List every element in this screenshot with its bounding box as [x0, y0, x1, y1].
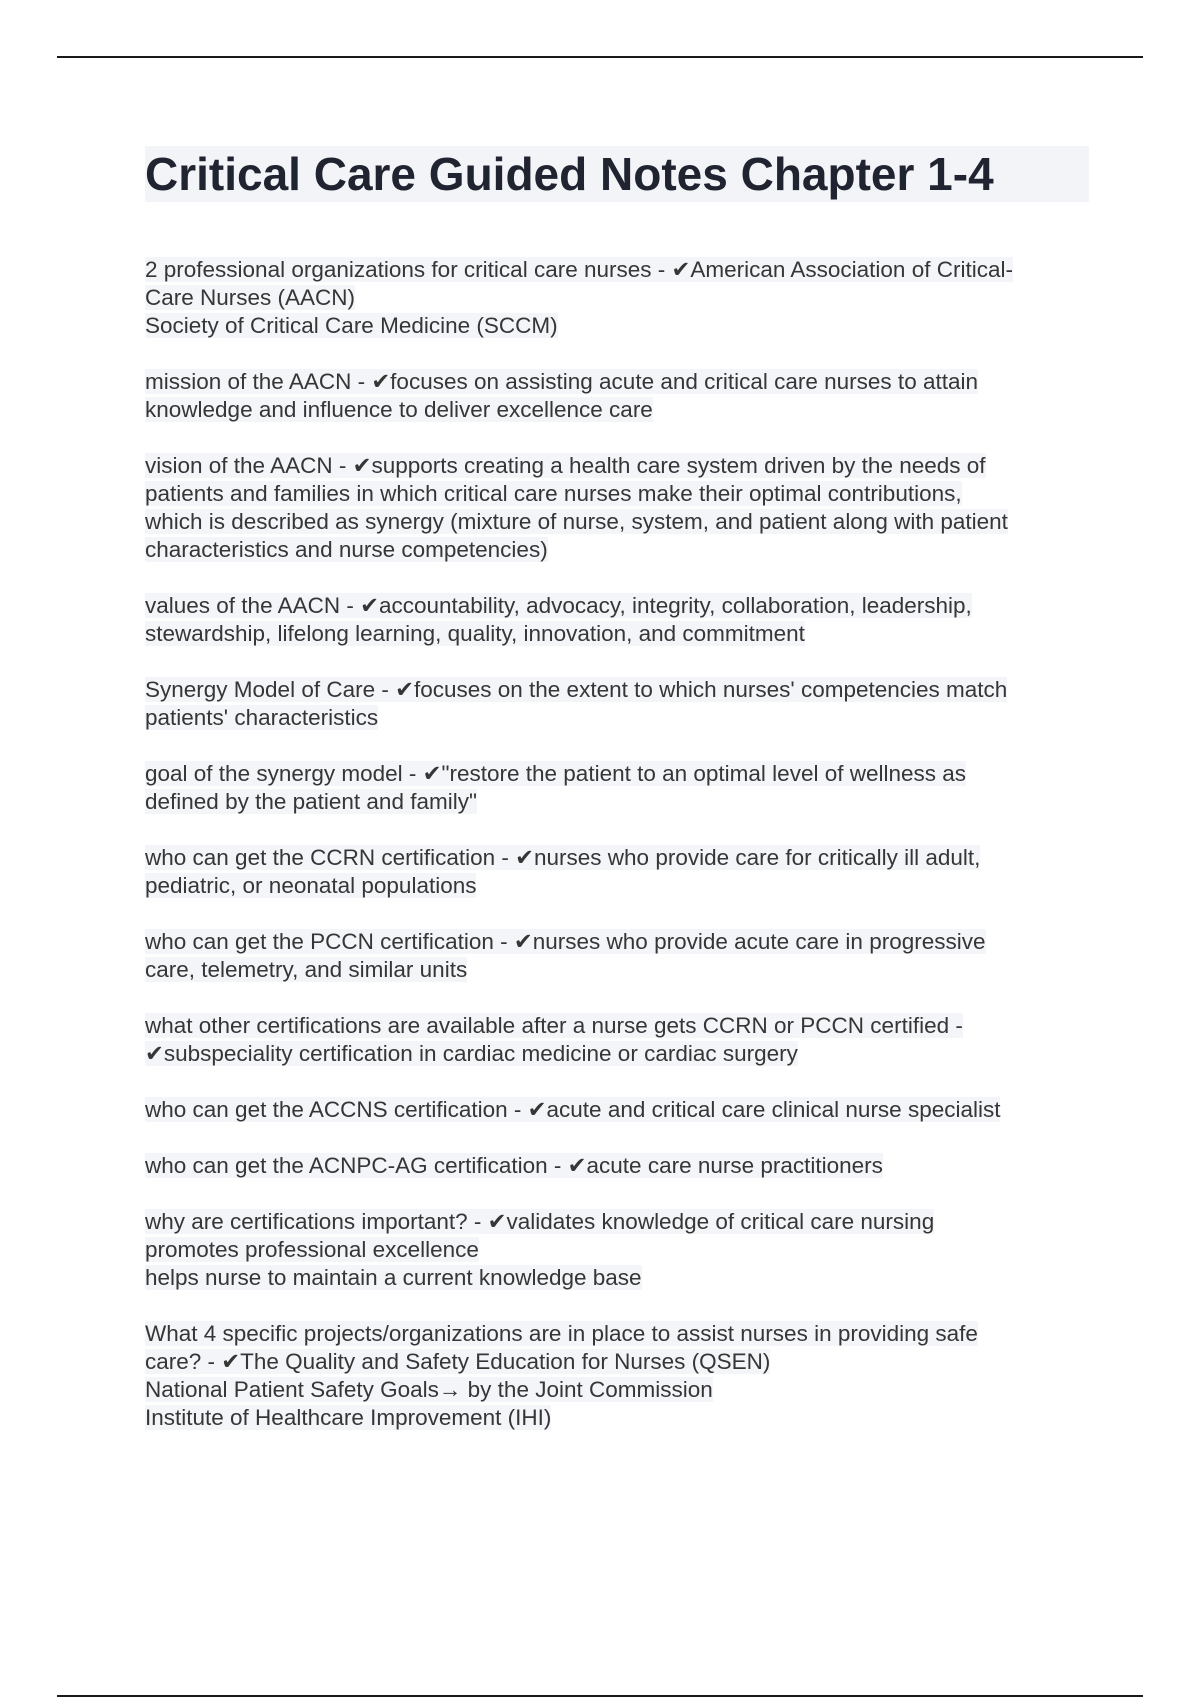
note-line — [145, 536, 1089, 564]
note-line-text: what other certifications are available after a nurse gets CCRN or PCCN certified - — [145, 1013, 963, 1038]
note-line — [145, 396, 1089, 424]
note-line — [145, 1236, 1089, 1264]
note-line — [145, 956, 1089, 984]
note-line — [145, 452, 1089, 480]
note-line-text: What 4 specific projects/organizations are in place to assist nurses in providing safe — [145, 1321, 978, 1346]
note-entry — [145, 1012, 1089, 1068]
note-line — [145, 1404, 1089, 1432]
note-line-text: goal of the synergy model - ✔"restore the patient to an optimal level of wellness as — [145, 761, 967, 786]
note-line — [145, 844, 1089, 872]
note-line — [145, 312, 1089, 340]
note-line — [145, 1096, 1089, 1124]
note-line-text: which is described as synergy (mixture of nurse, system, and patient along with patient — [145, 509, 1008, 534]
note-line — [145, 480, 1089, 508]
note-line-text: Synergy Model of Care - ✔focuses on the extent to which nurses' competencies match — [145, 677, 1008, 702]
note-line — [145, 704, 1089, 732]
note-line — [145, 872, 1089, 900]
note-entry — [145, 592, 1089, 648]
note-line-text: Care Nurses (AACN) — [145, 285, 356, 310]
note-line — [145, 788, 1089, 816]
note-line — [145, 620, 1089, 648]
note-line — [145, 592, 1089, 620]
note-line — [145, 676, 1089, 704]
note-line — [145, 256, 1089, 284]
note-entry — [145, 1320, 1089, 1432]
note-line-text: ✔subspeciality certification in cardiac medicine or cardiac surgery — [145, 1041, 798, 1066]
note-line — [145, 284, 1089, 312]
note-entry — [145, 676, 1089, 732]
note-line-text: stewardship, lifelong learning, quality, innovation, and commitment — [145, 621, 805, 646]
note-line-text: pediatric, or neonatal populations — [145, 873, 477, 898]
note-line — [145, 1376, 1089, 1404]
note-entry — [145, 1152, 1089, 1180]
document-title: Critical Care Guided Notes Chapter 1-4 — [145, 148, 994, 200]
note-line-text: values of the AACN - ✔accountability, advocacy, integrity, collaboration, leadership, — [145, 593, 972, 618]
note-line — [145, 508, 1089, 536]
note-line — [145, 1152, 1089, 1180]
note-line-text: patients and families in which critical care nurses make their optimal contributions, — [145, 481, 962, 506]
note-line-text: Institute of Healthcare Improvement (IHI) — [145, 1405, 552, 1430]
note-entry — [145, 1208, 1089, 1292]
note-line-text: why are certifications important? - ✔validates knowledge of critical care nursing — [145, 1209, 935, 1234]
bottom-divider — [57, 1695, 1143, 1697]
note-line-text: care? - ✔The Quality and Safety Education for Nurses (QSEN) — [145, 1349, 771, 1374]
note-entry — [145, 844, 1089, 900]
note-line-text: Society of Critical Care Medicine (SCCM) — [145, 313, 558, 338]
note-line-text: who can get the ACCNS certification - ✔acute and critical care clinical nurse specialist — [145, 1097, 1001, 1122]
note-line — [145, 1040, 1089, 1068]
note-entry — [145, 452, 1089, 564]
top-divider — [57, 56, 1143, 58]
note-line-text: who can get the CCRN certification - ✔nurses who provide care for critically ill adult, — [145, 845, 981, 870]
note-line — [145, 760, 1089, 788]
note-line-text: who can get the PCCN certification - ✔nurses who provide acute care in progressive — [145, 929, 986, 954]
note-line — [145, 368, 1089, 396]
note-entry — [145, 368, 1089, 424]
note-line — [145, 1208, 1089, 1236]
note-line — [145, 928, 1089, 956]
note-line — [145, 1348, 1089, 1376]
note-line-text: vision of the AACN - ✔supports creating a health care system driven by the needs of — [145, 453, 986, 478]
note-line-text: promotes professional excellence — [145, 1237, 479, 1262]
note-entry — [145, 1096, 1089, 1124]
note-line — [145, 1012, 1089, 1040]
note-line — [145, 1264, 1089, 1292]
note-line-text: patients' characteristics — [145, 705, 379, 730]
note-entry — [145, 256, 1089, 340]
note-line-text: 2 professional organizations for critical care nurses - ✔American Association of Critical- — [145, 257, 1013, 282]
note-entry — [145, 760, 1089, 816]
notes-list — [145, 256, 1089, 1460]
note-line-text: characteristics and nurse competencies) — [145, 537, 548, 562]
note-line-text: who can get the ACNPC-AG certification - ✔acute care nurse practitioners — [145, 1153, 883, 1178]
note-line — [145, 1320, 1089, 1348]
note-line-text: care, telemetry, and similar units — [145, 957, 468, 982]
note-line-text: helps nurse to maintain a current knowledge base — [145, 1265, 642, 1290]
note-line-text: National Patient Safety Goals→ by the Joint Commission — [145, 1377, 713, 1402]
note-line-text: knowledge and influence to deliver excellence care — [145, 397, 653, 422]
note-line-text: mission of the AACN - ✔focuses on assisting acute and critical care nurses to attain — [145, 369, 978, 394]
note-line-text: defined by the patient and family" — [145, 789, 477, 814]
note-entry — [145, 928, 1089, 984]
